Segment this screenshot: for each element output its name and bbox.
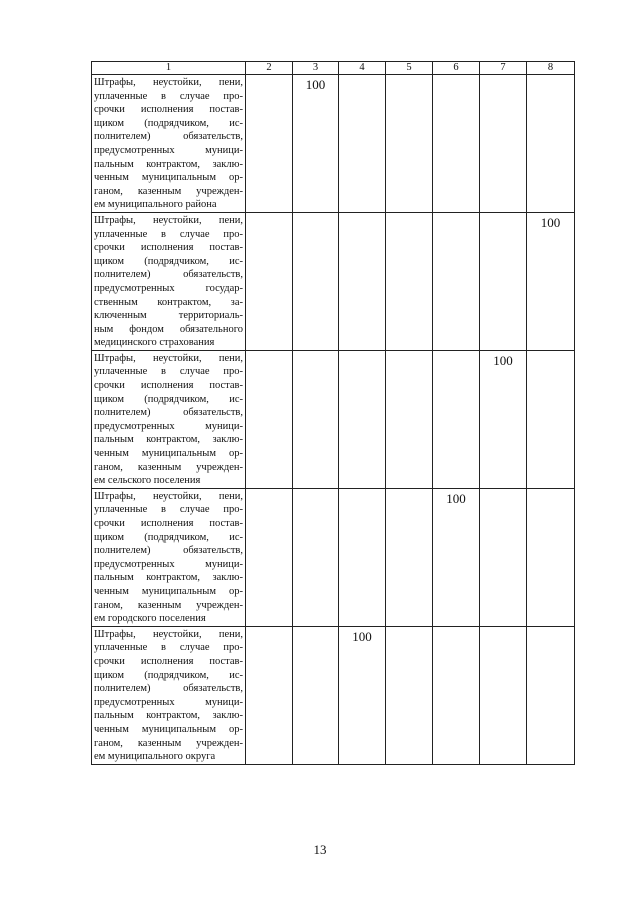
description-line: Штрафы, неустойки, пени,	[94, 490, 243, 502]
page-number: 13	[313, 842, 327, 857]
table-row	[92, 488, 575, 626]
description-line: предусмотренных муници-	[94, 558, 243, 570]
description-line: пальным контрактом, заклю-	[94, 710, 243, 722]
table-row	[92, 75, 575, 213]
description-line: полнителем) обязательств,	[94, 407, 243, 419]
description-line: уплаченные в случае про-	[94, 504, 243, 516]
description-line: щиком (подрядчиком, ис-	[94, 669, 243, 681]
description-line: щиком (подрядчиком, ис-	[94, 531, 243, 543]
value-cell	[293, 626, 339, 764]
value-cell: 100	[339, 626, 386, 764]
description-line: срочки исполнения постав-	[94, 518, 243, 529]
description-line: ным фондом обязательного	[94, 323, 243, 335]
description-line: ченным муниципальным ор-	[94, 448, 243, 460]
value-cell	[339, 488, 386, 626]
row-description	[92, 350, 246, 488]
value-cell	[480, 212, 527, 350]
column-header: 1	[92, 62, 246, 75]
value-cell	[480, 488, 527, 626]
description-line: предусмотренных муници-	[94, 144, 243, 156]
description-line: пальным контрактом, заклю-	[94, 158, 243, 170]
description-line: срочки исполнения постав-	[94, 380, 243, 392]
description-line: Штрафы, неустойки, пени,	[94, 628, 243, 640]
description-line: ем муниципального округа	[94, 751, 216, 763]
value-cell	[386, 626, 433, 764]
description-line: медицинского страхования	[94, 337, 215, 349]
description-line: Штрафы, неустойки, пени,	[94, 214, 243, 226]
value-cell	[386, 212, 433, 350]
description-line: уплаченные в случае про-	[94, 228, 243, 240]
value-cell	[339, 212, 386, 350]
description-line: ганом, казенным учрежден-	[94, 461, 243, 473]
description-line: предусмотренных муници-	[94, 420, 243, 432]
value-cell	[527, 75, 575, 213]
value-cell	[433, 350, 480, 488]
description-line: ственным контрактом, за-	[94, 296, 243, 308]
description-line: предусмотренных государ-	[94, 282, 243, 294]
description-line: уплаченные в случае про-	[94, 90, 243, 102]
header-row	[92, 62, 575, 75]
column-header: 4	[339, 62, 386, 75]
value-cell	[246, 626, 293, 764]
value-cell: 100	[433, 488, 480, 626]
row-description	[92, 75, 246, 213]
description-line: ченным муниципальным ор-	[94, 723, 243, 735]
value-cell	[480, 75, 527, 213]
description-line: ченным муниципальным ор-	[94, 172, 243, 184]
row-description	[92, 212, 246, 350]
description-line: ем сельского поселения	[94, 475, 201, 487]
description-line: ем муниципального района	[94, 199, 217, 211]
description-line: полнителем) обязательств,	[94, 545, 243, 557]
description-line: Штрафы, неустойки, пени,	[94, 352, 243, 364]
description-line: уплаченные в случае про-	[94, 642, 243, 654]
value-cell: 100	[293, 75, 339, 213]
value-cell	[433, 626, 480, 764]
description-line: уплаченные в случае про-	[94, 366, 243, 378]
description-line: срочки исполнения постав-	[94, 655, 243, 667]
value-cell	[433, 212, 480, 350]
description-line: полнителем) обязательств,	[94, 683, 243, 695]
description-line: ченным муниципальным ор-	[94, 585, 243, 597]
value-cell	[293, 212, 339, 350]
description-line: ганом, казенным учрежден-	[94, 599, 243, 611]
value-cell	[527, 350, 575, 488]
column-header: 8	[527, 62, 575, 75]
description-line: срочки исполнения постав-	[94, 104, 243, 116]
column-header: 5	[386, 62, 433, 75]
column-header: 2	[246, 62, 293, 75]
description-line: ем городского поселения	[94, 613, 206, 625]
value-cell	[480, 626, 527, 764]
description-line: ганом, казенным учрежден-	[94, 737, 243, 749]
description-line: полнителем) обязательств,	[94, 131, 243, 143]
description-line: срочки исполнения постав-	[94, 242, 243, 254]
value-cell	[339, 75, 386, 213]
value-cell	[386, 350, 433, 488]
value-cell	[386, 488, 433, 626]
value-cell	[433, 75, 480, 213]
description-line: пальным контрактом, заклю-	[94, 572, 243, 584]
value-cell	[527, 488, 575, 626]
description-line: щиком (подрядчиком, ис-	[94, 117, 243, 129]
value-cell	[246, 75, 293, 213]
column-header: 6	[433, 62, 480, 75]
table-row	[92, 626, 575, 764]
value-cell	[386, 75, 433, 213]
description-line: Штрафы, неустойки, пени,	[94, 77, 243, 88]
value-cell	[339, 350, 386, 488]
description-line: щиком (подрядчиком, ис-	[94, 393, 243, 405]
value-cell	[246, 350, 293, 488]
value-cell: 100	[527, 212, 575, 350]
budget-table	[91, 61, 575, 765]
row-description	[92, 626, 246, 764]
description-line: ганом, казенным учрежден-	[94, 185, 243, 197]
table-row	[92, 212, 575, 350]
description-line: полнителем) обязательств,	[94, 269, 243, 281]
value-cell	[527, 626, 575, 764]
description-line: щиком (подрядчиком, ис-	[94, 255, 243, 267]
row-description	[92, 488, 246, 626]
description-line: пальным контрактом, заклю-	[94, 434, 243, 446]
value-cell	[246, 488, 293, 626]
column-header: 3	[293, 62, 339, 75]
description-line: предусмотренных муници-	[94, 696, 243, 708]
description-line: ключенным территориаль-	[94, 310, 243, 322]
column-header: 7	[480, 62, 527, 75]
value-cell	[293, 350, 339, 488]
table-row	[92, 350, 575, 488]
value-cell: 100	[480, 350, 527, 488]
value-cell	[246, 212, 293, 350]
value-cell	[293, 488, 339, 626]
